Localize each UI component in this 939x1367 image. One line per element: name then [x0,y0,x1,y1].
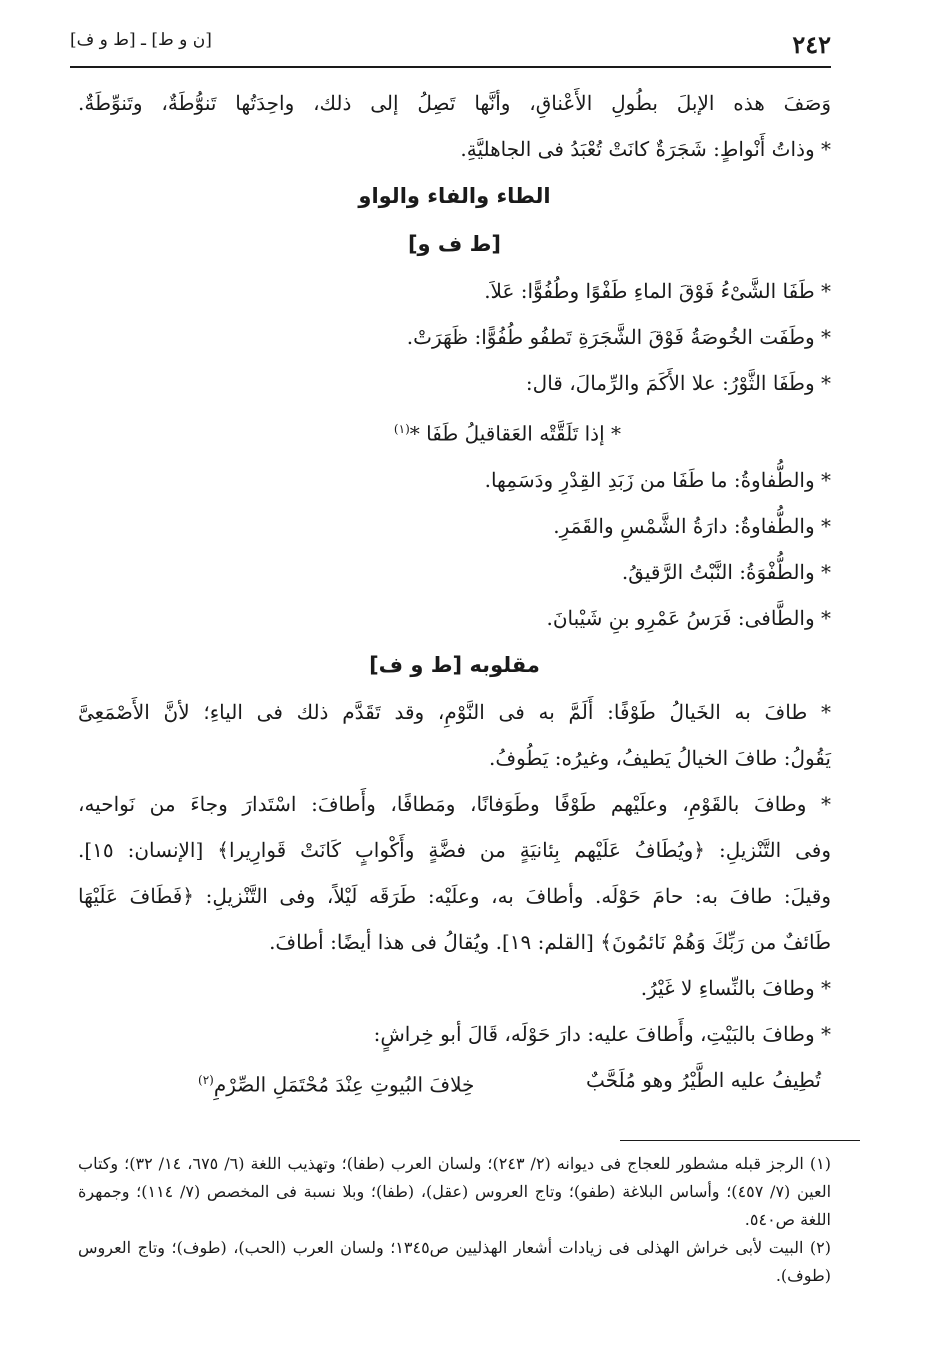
footnotes [78,1150,831,1290]
entry-line: * والطَّافى: فَرَسُ عَمْرِو بنِ شَيْبانَ. [546,605,831,630]
entry-line: * والطُّفاوةُ: دارَةُ الشَّمْسِ والقَمَرِ. [553,513,831,538]
footnote-marker: (١) [393,422,410,436]
entry-line: طَائفٌ من رَبِّكَ وَهُمْ نَائمُونَ﴾ [القلم: ١٩]. ويُقالُ فى هذا أيضًا: أطافَ. [269,929,831,954]
entry-line: وقيلَ: طافَ به: حامَ حَوْلَه. وأطافَ به، وعلَيْه: طَرَقَه لَيْلاً، وفى التَّنْزيلِ: ﴿فَطَافَ عَلَيْهَا [78,883,831,908]
verse-second-hemistich [198,1057,474,1108]
entry-line: * وطافَ بالقَوْمِ، وعلَيْهم طَوْفًا وطَوَفانًا، ومَطافًا، وأَطافَ: اسْتَدارَ وجاءَ من نَواحيه، [78,791,831,816]
poem-text: * إذا تَلَقَّتْه العَقاقيلُ طَفَا * [409,421,621,446]
footnote-2: (٢) البيت لأبى خراش الهذلى فى زيادات أشعار الهذليين ص١٣٤٥؛ ولسان العرب (الحب)، (طوف)؛ وتاج العروس (طوف). [78,1238,832,1285]
entry-line: * طافَ به الخَيالُ طَوْفًا: أَلَمَّ به فى النَّوْمِ، وقد تَقَدَّم ذلك فى الياءِ؛ لأنَّ الأَصْمَعِىَّ [78,699,832,724]
entry-line: وفى التَّنْزيلِ: ﴿ويُطَافُ عَلَيْهم بِئانيَةٍ من فضَّةٍ وأَكْوابٍ كَانَتْ قَوارِيرا﴾ [الإنسان: ١٥]. [78,837,831,862]
entry-line: * والطُّفاوةُ: ما طَفَا من زَبَدِ القِدْرِ ودَسَمِها. [484,467,831,492]
entry-line: * وذاتُ أَنْواطٍ: شَجَرَةٌ كانَتْ تُعْبَدُ فى الجاهليَّةِ. [460,137,831,161]
verse-second-text: خِلافَ البُيوتِ عِنْدَ مُحْتَمَلِ الصِّرْمِ [213,1072,475,1097]
header-root-tag: [ن و ط] ـ [ط و ف] [70,30,212,50]
footnote-divider [620,1140,860,1141]
entry-line: * وطافَ بالنِّساءِ لا غَيْرُ. [640,975,831,1000]
page-number: ٢٤٢ [792,30,831,59]
entry-line: * وطافَ بالبَيْتِ، وأَطافَ عليه: دارَ حَوْلَه، قَالَ أبو خِراشٍ: [373,1021,831,1046]
footnote-marker: (٢) [198,1072,214,1087]
text-line: وَصَفَ هذه الإبلَ بطُولِ الأَعْناقِ، وأنَّها تَصِلُ إلى ذلك، واحِدَتُها تَنوُّطَةٌ، وتَنوِّطَةٌ. [78,91,831,115]
verse-first-hemistich: تُطِيفُ عليه الطَّيْرُ وهو مُلَحَّبٌ [586,1067,821,1092]
entry-line: * وطَفَت الخُوصَةُ فَوْقَ الشَّجَرَةِ تَطفُو طُفُوًّا: ظَهَرَتْ. [406,325,831,349]
entry-line: * والطُّفْوَةُ: النَّبْتُ الرَّقيقُ. [621,559,831,584]
poem-line [78,406,831,457]
entry-line: * طَفَا الشَّىْءُ فَوْقَ الماءِ طَفْوًا وطُفُوًّا: عَلاَ. [484,279,831,303]
section-heading: الطاء والفاء والواو [358,184,551,208]
verse-couplet [78,1057,831,1108]
footnote-1: (١) الرجز قبله مشطور للعجاج فى ديوانه (٢/ ٢٤٣)؛ ولسان العرب (طفا)؛ وتهذيب اللغة (٦/ ٦٧٥، ١٤/ ٣٢)؛ وكتاب العين (٧/ ٤٥٧)؛ وأساس البلاغة (طفو)؛ وتاج العروس (عقل)، (طفا)؛ وبلا نسبة فى المخصص (٧/ ١١٤)؛ وجمهرة اللغة ص٥٤٠. [78,1154,832,1229]
main-text [78,80,831,1107]
entry-line: * وطَفَا الثَّوْرُ: علا الأَكَمَ والرِّمالَ، قال: [525,371,831,395]
entry-line: يَقُولُ: طافَ الخيالُ يَطيفُ، وغيرُه: يَطُوفُ. [488,745,831,770]
root-heading: [ط ف و] [407,232,502,256]
inverse-heading: مقلوبه [ط و ف] [369,652,540,677]
running-header [70,26,831,68]
